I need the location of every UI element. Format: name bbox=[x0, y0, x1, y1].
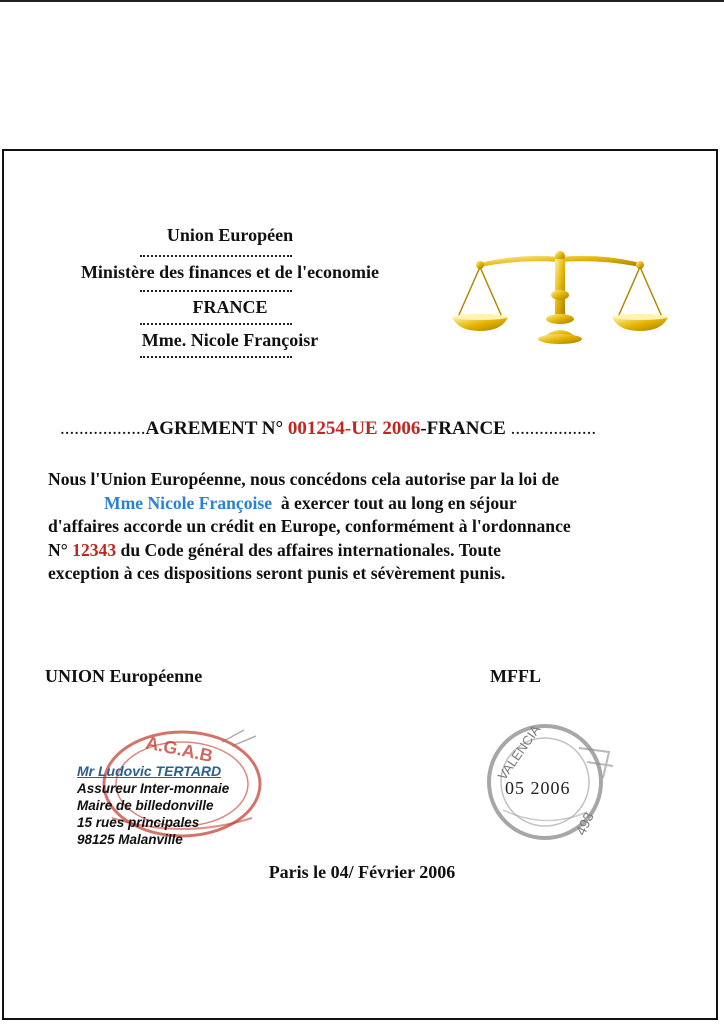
issuer-office: Maire de billedonville bbox=[77, 798, 214, 813]
body-line-4-prefix: N° bbox=[48, 539, 68, 560]
ordonnance-number: 12343 bbox=[72, 539, 117, 560]
signature-label-right: MFFL bbox=[490, 666, 541, 686]
issuer-city: 98125 Malanville bbox=[77, 832, 183, 847]
issuer-role: Assureur Inter-monnaie bbox=[77, 781, 230, 796]
body-line-4 bbox=[48, 539, 698, 563]
postmark-city: VALENCIA bbox=[494, 722, 544, 783]
postmark-date: 05 2006 bbox=[505, 778, 571, 798]
certificate-body bbox=[48, 468, 698, 586]
body-person-name: Mme Nicole Françoise bbox=[104, 492, 273, 513]
postmark-code: 493 bbox=[572, 809, 597, 838]
issuer-street: 15 rues principales bbox=[77, 815, 200, 830]
agrement-trail-dots: .................. bbox=[510, 418, 597, 439]
header-dots-3 bbox=[140, 323, 292, 325]
header-union: Union Européen bbox=[166, 225, 294, 245]
top-rule bbox=[0, 0, 724, 2]
agrement-lead-dots: .................. bbox=[60, 418, 146, 439]
header-dots-1 bbox=[140, 255, 292, 257]
seal-text: A.G.A.B bbox=[143, 732, 215, 767]
agrement-line bbox=[60, 418, 680, 440]
header-person: Mme. Nicole Françoisr bbox=[141, 330, 319, 350]
issuer-name: Mr Ludovic TERTARD bbox=[77, 763, 222, 779]
header-country: FRANCE bbox=[192, 297, 268, 317]
body-line-1: Nous l'Union Européenne, nous concédons cela autorise par la loi de bbox=[48, 469, 560, 489]
body-line-2-rest: à exercer tout au long en séjour bbox=[280, 492, 517, 513]
header-dots-4 bbox=[140, 356, 292, 358]
agrement-suffix: -FRANCE bbox=[420, 418, 506, 439]
signature-label-left: UNION Européenne bbox=[45, 666, 203, 686]
body-line-4-rest: du Code général des affaires internationales. Toute bbox=[120, 539, 501, 560]
issuer-address-block bbox=[77, 763, 229, 848]
place-and-date: Paris le 04/ Février 2006 bbox=[268, 862, 456, 882]
scales-of-justice-icon bbox=[450, 247, 670, 347]
body-line-2 bbox=[48, 492, 698, 516]
agrement-number: 001254-UE 2006 bbox=[287, 418, 421, 439]
header-dots-2 bbox=[140, 290, 292, 292]
body-line-3: d'affaires accorde un crédit en Europe, conformément à l'ordonnance bbox=[48, 516, 571, 536]
header-ministry: Ministère des finances et de l'economie bbox=[80, 262, 380, 282]
agrement-prefix: AGREMENT N° bbox=[145, 418, 284, 439]
body-line-5: exception à ces dispositions seront punis et sévèrement punis. bbox=[48, 563, 506, 583]
